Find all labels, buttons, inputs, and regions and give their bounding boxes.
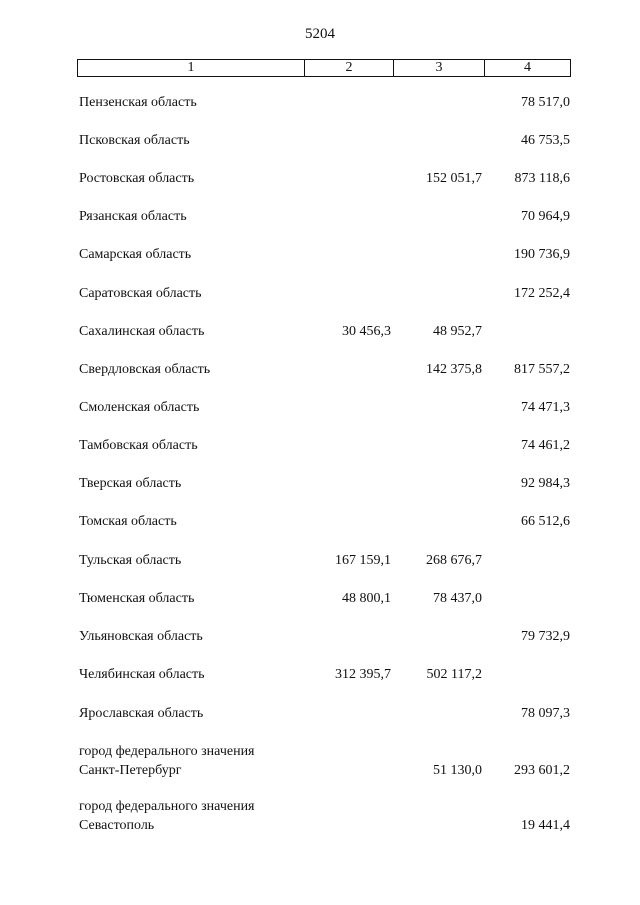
region-name: Ростовская область	[79, 171, 195, 186]
table-row	[0, 589, 640, 629]
value-col-3: 51 130,0	[433, 763, 482, 778]
region-name: Ярославская область	[79, 706, 204, 721]
region-name: Тамбовская область	[79, 438, 198, 453]
table-row	[0, 512, 640, 552]
region-name: Ульяновская область	[79, 629, 203, 644]
table-row	[0, 742, 640, 782]
table-row	[0, 322, 640, 362]
header-col-2: 2	[305, 60, 394, 76]
table-row	[0, 245, 640, 285]
table-row	[0, 169, 640, 209]
value-col-2: 167 159,1	[335, 553, 391, 568]
value-col-4: 74 471,3	[521, 400, 570, 415]
value-col-4: 78 517,0	[521, 95, 570, 110]
table-row	[0, 360, 640, 400]
value-col-3: 268 676,7	[426, 553, 482, 568]
header-col-4: 4	[524, 60, 531, 75]
table-row	[0, 627, 640, 667]
table-row	[0, 797, 640, 837]
table-row	[0, 398, 640, 438]
region-name: Смоленская область	[79, 400, 200, 415]
value-col-2: 312 395,7	[335, 667, 391, 682]
value-col-3: 142 375,8	[426, 362, 482, 377]
value-col-4: 190 736,9	[514, 247, 570, 262]
region-name: Пензенская область	[79, 95, 197, 110]
value-col-3: 78 437,0	[433, 591, 482, 606]
value-col-4: 19 441,4	[521, 818, 570, 833]
region-name: Рязанская область	[79, 209, 187, 224]
table-row	[0, 93, 640, 133]
region-name: Сахалинская область	[79, 324, 205, 339]
region-name: Тульская область	[79, 553, 182, 568]
region-name: Псковская область	[79, 133, 190, 148]
region-name-line-2: Севастополь	[79, 818, 155, 833]
value-col-4: 70 964,9	[521, 209, 570, 224]
value-col-4: 46 753,5	[521, 133, 570, 148]
table-row	[0, 665, 640, 705]
value-col-3: 48 952,7	[433, 324, 482, 339]
value-col-3: 502 117,2	[426, 667, 482, 682]
value-col-4: 74 461,2	[521, 438, 570, 453]
value-col-2: 30 456,3	[342, 324, 391, 339]
header-col-1: 1	[78, 60, 305, 76]
value-col-4: 79 732,9	[521, 629, 570, 644]
page-number: 5204	[305, 26, 335, 42]
region-name: Челябинская область	[79, 667, 205, 682]
table-row	[0, 207, 640, 247]
value-col-4: 873 118,6	[514, 171, 570, 186]
table-row	[0, 436, 640, 476]
table-row	[0, 131, 640, 171]
value-col-4: 172 252,4	[514, 286, 570, 301]
value-col-4: 78 097,3	[521, 706, 570, 721]
table-row	[0, 474, 640, 514]
region-name-line-1: город федерального значения	[79, 744, 255, 759]
region-name-line-2: Санкт-Петербург	[79, 763, 182, 778]
table-row	[0, 704, 640, 744]
value-col-2: 48 800,1	[342, 591, 391, 606]
header-col-3: 3	[394, 60, 485, 76]
table-row	[0, 551, 640, 591]
region-name: Саратовская область	[79, 286, 202, 301]
region-name-line-1: город федерального значения	[79, 799, 255, 814]
region-name: Самарская область	[79, 247, 192, 262]
region-name: Тюменская область	[79, 591, 195, 606]
region-name: Томская область	[79, 514, 177, 529]
region-name: Тверская область	[79, 476, 182, 491]
value-col-4: 66 512,6	[521, 514, 570, 529]
value-col-4: 92 984,3	[521, 476, 570, 491]
value-col-3: 152 051,7	[426, 171, 482, 186]
value-col-4: 817 557,2	[514, 362, 570, 377]
value-col-4: 293 601,2	[514, 763, 570, 778]
table-row	[0, 284, 640, 324]
region-name: Свердловская область	[79, 362, 211, 377]
table-header	[77, 59, 571, 77]
